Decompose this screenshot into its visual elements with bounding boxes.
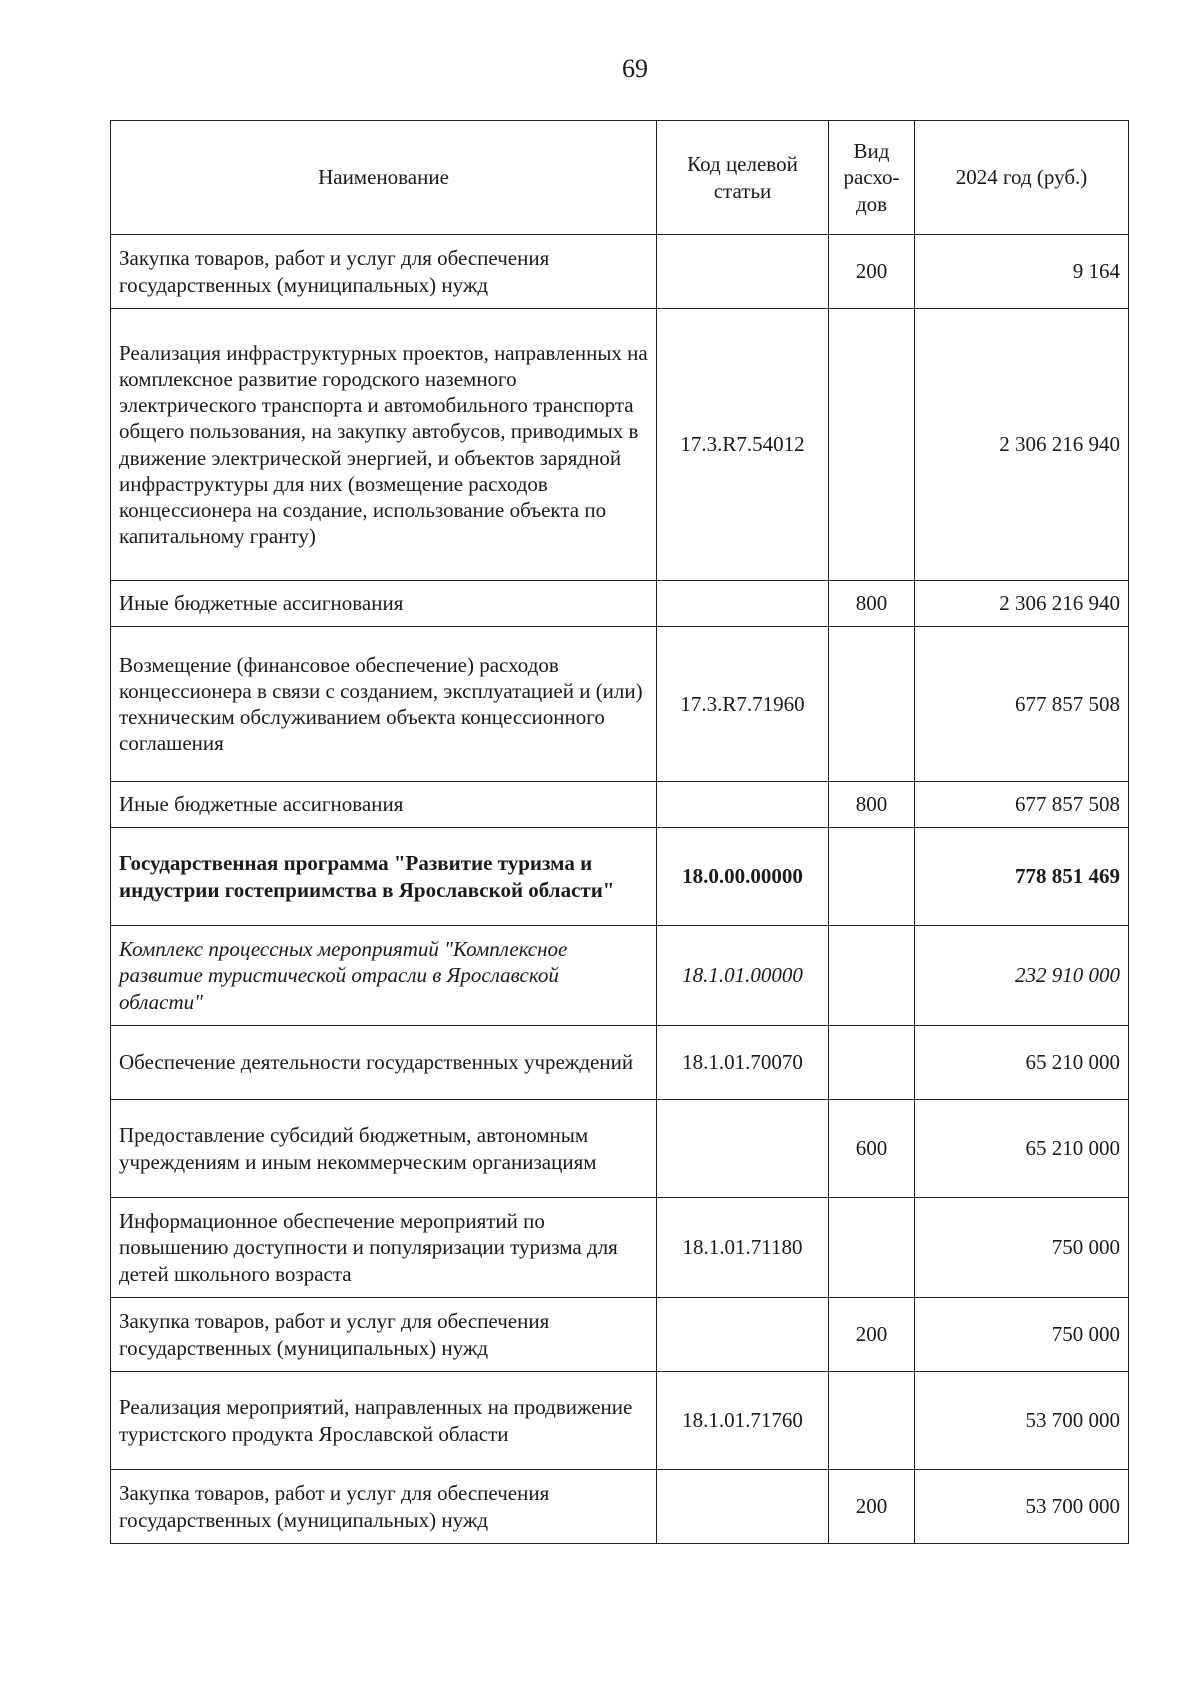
row-kind-cell bbox=[829, 926, 915, 1026]
header-code: Код целевой статьи bbox=[657, 121, 829, 235]
table-row bbox=[111, 782, 1129, 828]
row-amount-cell: 750 000 bbox=[915, 1198, 1129, 1298]
row-name-cell: Возмещение (финансовое обеспечение) расходов концессионера в связи с созданием, эксплуатацией и (или) техническим обслуживанием объекта концессионного соглашения bbox=[111, 627, 657, 782]
row-code-cell bbox=[657, 581, 829, 627]
row-name-cell: Информационное обеспечение мероприятий по повышению доступности и популяризации туризма для детей школьного возраста bbox=[111, 1198, 657, 1298]
row-kind-cell bbox=[829, 1372, 915, 1470]
header-kind: Вид расхо-дов bbox=[829, 121, 915, 235]
row-amount-cell: 2 306 216 940 bbox=[915, 581, 1129, 627]
page-number: 69 bbox=[622, 54, 648, 83]
table-row bbox=[111, 309, 1129, 581]
row-code-cell bbox=[657, 1470, 829, 1544]
row-name-cell: Предоставление субсидий бюджетным, автономным учреждениям и иным некоммерческим организациям bbox=[111, 1100, 657, 1198]
row-name-cell: Закупка товаров, работ и услуг для обеспечения государственных (муниципальных) нужд bbox=[111, 1298, 657, 1372]
row-kind-cell: 800 bbox=[829, 581, 915, 627]
row-name-cell: Иные бюджетные ассигнования bbox=[111, 581, 657, 627]
row-code-cell: 17.3.R7.71960 bbox=[657, 627, 829, 782]
table-row bbox=[111, 1372, 1129, 1470]
row-kind-cell: 800 bbox=[829, 782, 915, 828]
row-code-cell bbox=[657, 782, 829, 828]
row-amount-cell: 778 851 469 bbox=[915, 828, 1129, 926]
row-code-cell: 18.1.01.71180 bbox=[657, 1198, 829, 1298]
table-header-row bbox=[111, 121, 1129, 235]
table-row bbox=[111, 1026, 1129, 1100]
table-row bbox=[111, 1298, 1129, 1372]
table-row bbox=[111, 926, 1129, 1026]
row-name-cell: Комплекс процессных мероприятий "Комплексное развитие туристической отрасли в Ярославской области" bbox=[111, 926, 657, 1026]
row-code-cell bbox=[657, 1100, 829, 1198]
row-amount-cell: 53 700 000 bbox=[915, 1372, 1129, 1470]
row-amount-cell: 53 700 000 bbox=[915, 1470, 1129, 1544]
table-row bbox=[111, 1100, 1129, 1198]
row-kind-cell bbox=[829, 309, 915, 581]
row-code-cell: 18.0.00.00000 bbox=[657, 828, 829, 926]
row-name-cell: Закупка товаров, работ и услуг для обеспечения государственных (муниципальных) нужд bbox=[111, 235, 657, 309]
row-kind-cell bbox=[829, 828, 915, 926]
row-kind-cell bbox=[829, 1026, 915, 1100]
row-code-cell: 18.1.01.00000 bbox=[657, 926, 829, 1026]
row-amount-cell: 9 164 bbox=[915, 235, 1129, 309]
table-row bbox=[111, 1470, 1129, 1544]
row-amount-cell: 65 210 000 bbox=[915, 1100, 1129, 1198]
row-kind-cell: 200 bbox=[829, 1470, 915, 1544]
row-name-cell: Иные бюджетные ассигнования bbox=[111, 782, 657, 828]
table-row bbox=[111, 828, 1129, 926]
table-row bbox=[111, 627, 1129, 782]
row-kind-cell: 600 bbox=[829, 1100, 915, 1198]
row-code-cell: 18.1.01.71760 bbox=[657, 1372, 829, 1470]
header-amount: 2024 год (руб.) bbox=[915, 121, 1129, 235]
row-kind-cell bbox=[829, 627, 915, 782]
table-row bbox=[111, 1198, 1129, 1298]
header-name: Наименование bbox=[111, 121, 657, 235]
row-amount-cell: 65 210 000 bbox=[915, 1026, 1129, 1100]
row-kind-cell bbox=[829, 1198, 915, 1298]
row-amount-cell: 2 306 216 940 bbox=[915, 309, 1129, 581]
row-code-cell bbox=[657, 1298, 829, 1372]
budget-table bbox=[110, 120, 1129, 1544]
row-code-cell bbox=[657, 235, 829, 309]
row-amount-cell: 232 910 000 bbox=[915, 926, 1129, 1026]
table-row bbox=[111, 235, 1129, 309]
row-name-cell: Государственная программа "Развитие туризма и индустрии гостеприимства в Ярославской области" bbox=[111, 828, 657, 926]
row-kind-cell: 200 bbox=[829, 1298, 915, 1372]
row-amount-cell: 677 857 508 bbox=[915, 782, 1129, 828]
table-row bbox=[111, 581, 1129, 627]
row-amount-cell: 750 000 bbox=[915, 1298, 1129, 1372]
row-name-cell: Реализация мероприятий, направленных на продвижение туристского продукта Ярославской области bbox=[111, 1372, 657, 1470]
row-code-cell: 17.3.R7.54012 bbox=[657, 309, 829, 581]
table-body bbox=[111, 235, 1129, 1544]
row-code-cell: 18.1.01.70070 bbox=[657, 1026, 829, 1100]
row-name-cell: Реализация инфраструктурных проектов, направленных на комплексное развитие городского наземного электрического транспорта и автомобильного транспорта общего пользования, на закупку автобусов, приводимых в движение электрической энергией, и объектов зарядной инфраструктуры для них (возмещение расходов концессионера на создание, использование объекта по капитальному гранту) bbox=[111, 309, 657, 581]
row-amount-cell: 677 857 508 bbox=[915, 627, 1129, 782]
row-name-cell: Обеспечение деятельности государственных учреждений bbox=[111, 1026, 657, 1100]
row-name-cell: Закупка товаров, работ и услуг для обеспечения государственных (муниципальных) нужд bbox=[111, 1470, 657, 1544]
row-kind-cell: 200 bbox=[829, 235, 915, 309]
